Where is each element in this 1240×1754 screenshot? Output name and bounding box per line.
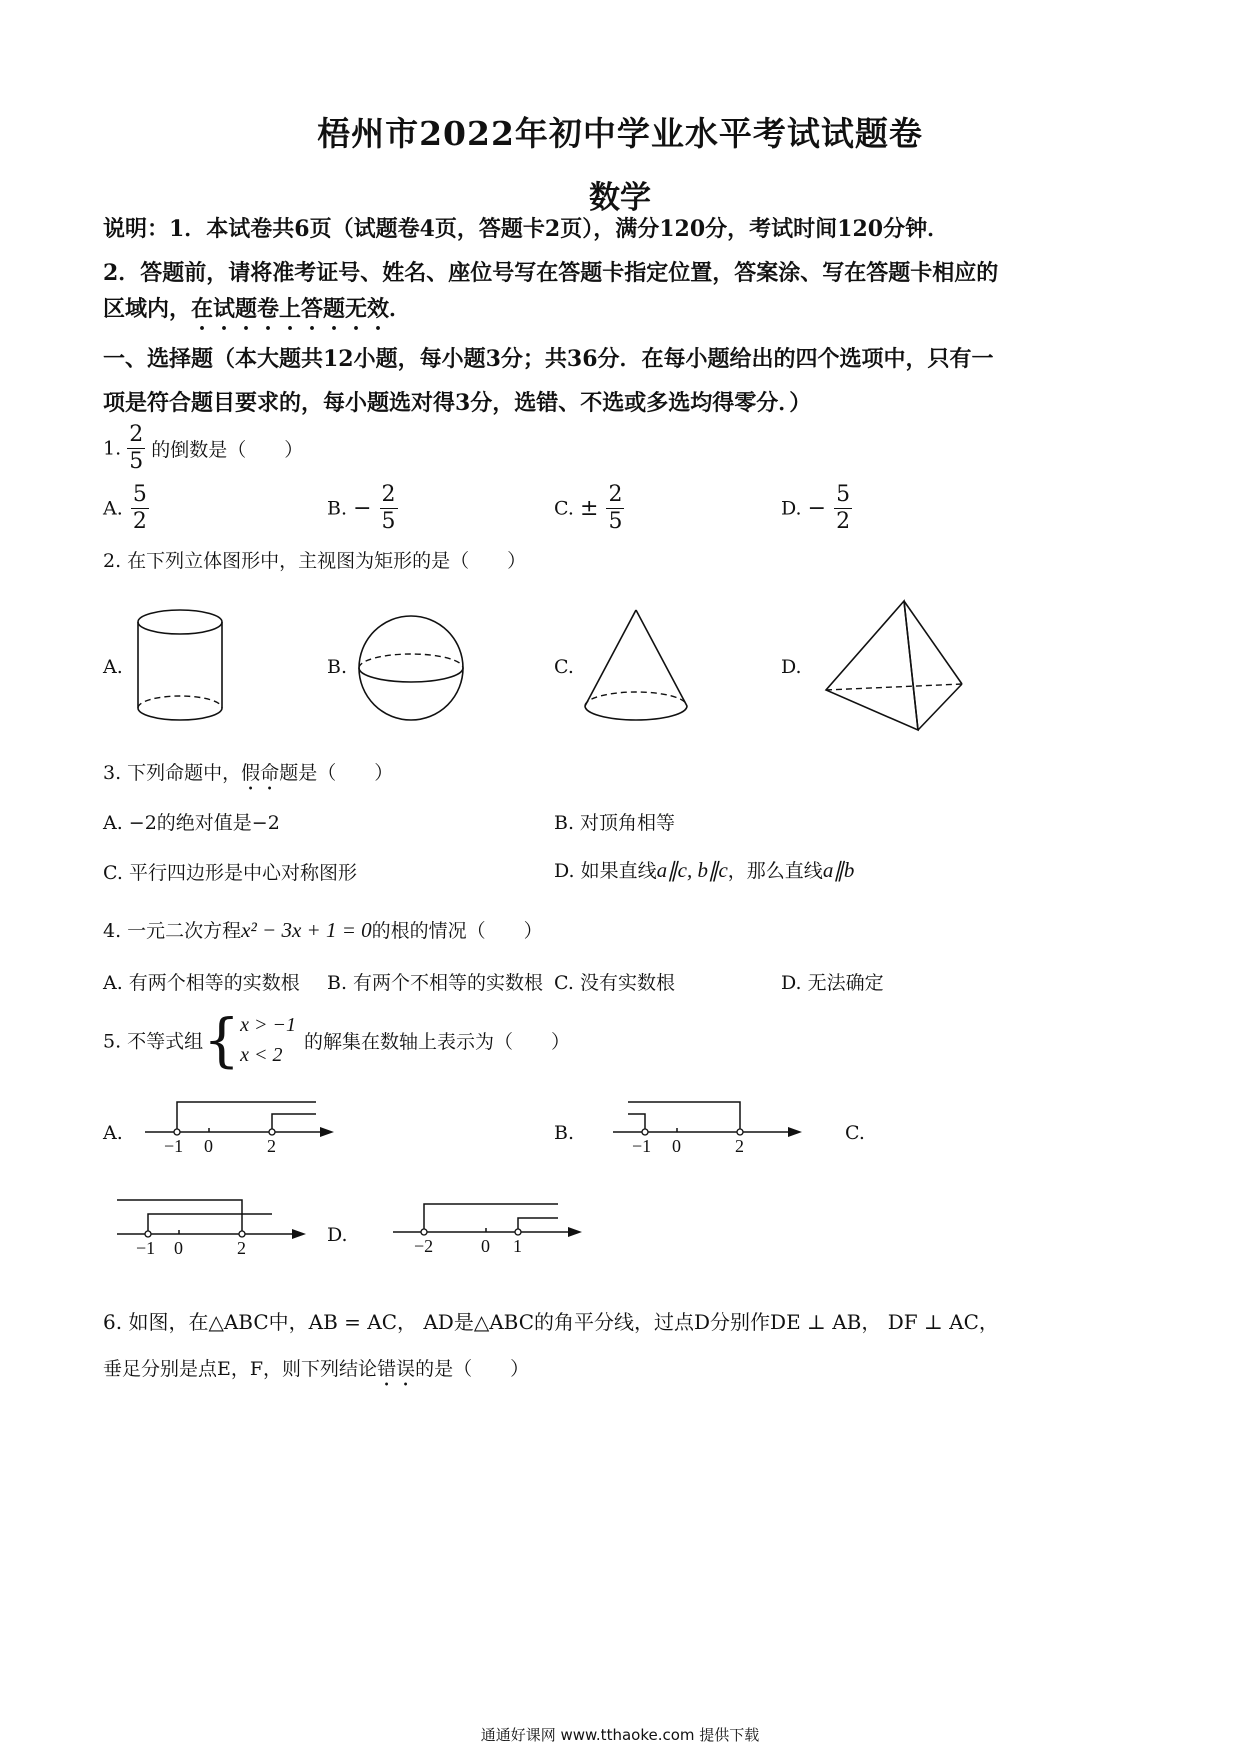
note-line-3-suffix: ． (389, 296, 412, 322)
q5d-tick-neg2: −2 (414, 1236, 434, 1256)
q5-system (240, 1010, 296, 1070)
q5-option-d-label[interactable]: D. (327, 1224, 348, 1246)
question-5 (103, 1006, 570, 1074)
q4-option-b[interactable]: B. 有两个不相等的实数根 (327, 972, 544, 994)
q5-option-a-label[interactable]: A. (103, 1122, 123, 1144)
q1-option-c-num: 2 (608, 482, 623, 507)
q5c-tick-2: 2 (237, 1238, 246, 1258)
q1-frac-den: 5 (129, 449, 144, 474)
q1-option-c-fraction (606, 482, 624, 535)
q1-option-b-fraction (380, 482, 398, 535)
q3-option-d-math: a∥c, b∥c (656, 858, 728, 882)
q3-option-c[interactable]: C. 平行四边形是中心对称图形 (103, 862, 357, 884)
q1-option-c-den: 5 (608, 509, 623, 534)
note-line-1: 说明：1．本试卷共6页（试题卷4页，答题卡2页），满分120分，考试时间120分钟． (103, 216, 950, 242)
q4-option-d[interactable]: D. 无法确定 (781, 972, 884, 994)
q5-number-line-a[interactable] (140, 1094, 340, 1154)
question-2: 2. 在下列立体图形中，主视图为矩形的是（ ） (103, 550, 527, 572)
q1-option-d-num: 5 (836, 482, 851, 507)
q4-equation: x² − 3x + 1 = 0 (241, 918, 372, 942)
q3-option-a[interactable]: A. −2的绝对值是−2 (103, 812, 280, 834)
q5-brace: { (203, 1006, 241, 1074)
q1-number: 1. (103, 437, 122, 460)
q5-number-line-d[interactable] (388, 1192, 588, 1258)
q3-option-b[interactable]: B. 对顶角相等 (554, 812, 676, 834)
question-1 (103, 422, 303, 475)
pyramid-figure[interactable] (820, 596, 968, 736)
q1-text: 的倒数是（ ） (151, 439, 304, 461)
q5-option-c-label[interactable]: C. (845, 1122, 865, 1144)
q1-frac-num: 2 (129, 422, 144, 447)
question-6-line-1: 6. 如图，在△ABC中，AB = AC， AD是△ABC的角平分线，过点D分别作DE ⊥ AB， DF ⊥ AC， (103, 1310, 999, 1334)
q1-option-d[interactable] (781, 482, 852, 535)
q4-option-a[interactable]: A. 有两个相等的实数根 (103, 972, 300, 994)
q1-option-b-sign: − (353, 496, 372, 521)
q2-option-c-label[interactable]: C. (554, 656, 574, 678)
q3-option-d[interactable] (554, 856, 854, 883)
q3-prefix: 3. 下列命题中， (103, 762, 242, 784)
q3-emphasis: 假命 (241, 762, 280, 784)
q5b-tick-0: 0 (672, 1136, 681, 1154)
q1-option-c-label: C. (554, 497, 574, 520)
q1-option-a-num: 5 (132, 482, 147, 507)
q5d-tick-1: 1 (513, 1236, 522, 1256)
q1-option-a[interactable] (103, 482, 149, 535)
q1-fraction (127, 422, 145, 475)
q3-suffix: 题是（ ） (279, 762, 394, 784)
q5a-tick-0: 0 (204, 1136, 213, 1154)
q5-ineq-1: x > −1 (240, 1014, 296, 1036)
q1-option-a-label: A. (103, 497, 123, 520)
q5a-tick-neg1: −1 (164, 1136, 184, 1154)
question-4 (103, 916, 543, 943)
q5c-tick-neg1: −1 (136, 1238, 156, 1258)
q1-option-c[interactable] (554, 482, 624, 535)
q5d-tick-0: 0 (481, 1236, 490, 1256)
section-heading-line-2: 项是符合题目要求的，每小题选对得3分，选错、不选或多选均得零分．） (103, 390, 812, 416)
q1-option-a-fraction (131, 482, 149, 535)
q1-option-d-label: D. (781, 497, 802, 520)
footer-source: 通通好课网 www.tthaoke.com 提供下载 (480, 1726, 760, 1744)
q1-option-b[interactable] (327, 482, 398, 535)
q5b-tick-2: 2 (735, 1136, 744, 1154)
q1-option-d-den: 2 (836, 509, 851, 534)
sphere-figure[interactable] (355, 612, 467, 724)
q1-option-d-sign: − (807, 496, 827, 521)
section-heading-line-1: 一、选择题（本大题共12小题，每小题3分；共36分．在每小题给出的四个选项中，只有一 (103, 346, 994, 372)
note-emphasis: 在试题卷上答题无效 (191, 296, 390, 322)
q1-option-c-sign: ± (579, 496, 599, 521)
q4-suffix: 的根的情况（ ） (371, 920, 543, 942)
q5-option-b-label[interactable]: B. (554, 1122, 575, 1144)
question-3 (103, 758, 393, 795)
q4-prefix: 4. 一元二次方程 (103, 920, 242, 942)
q3-option-d-mid: ，那么直线 (727, 860, 823, 882)
q2-option-b-label[interactable]: B. (327, 656, 348, 678)
note-line-2: 2．答题前，请将准考证号、姓名、座位号写在答题卡指定位置，答案涂、写在答题卡相应的 (103, 260, 999, 286)
cylinder-figure[interactable] (132, 604, 232, 730)
q1-option-b-num: 2 (381, 482, 396, 507)
question-6-line-2 (103, 1354, 529, 1391)
q5a-tick-2: 2 (267, 1136, 276, 1154)
note-line-3-prefix: 区域内， (103, 296, 192, 322)
q5b-tick-neg1: −1 (632, 1136, 652, 1154)
q2-option-a-label[interactable]: A. (103, 656, 123, 678)
q4-option-c[interactable]: C. 没有实数根 (554, 972, 675, 994)
q5-prefix: 5. 不等式组 (103, 1030, 204, 1053)
q6-line2-prefix: 垂足分别是点E，F，则下列结论 (103, 1358, 378, 1380)
q3-option-d-prefix: D. 如果直线 (554, 860, 657, 882)
q5-number-line-b[interactable] (608, 1094, 808, 1154)
cone-figure[interactable] (580, 606, 694, 726)
note-line-3 (103, 292, 411, 335)
q1-option-a-den: 2 (132, 509, 147, 534)
page-title: 梧州市2022年初中学业水平考试试题卷 (317, 114, 923, 153)
q6-emphasis: 错误 (377, 1358, 416, 1380)
q5-number-line-c[interactable] (112, 1192, 312, 1258)
q5c-tick-0: 0 (174, 1238, 183, 1258)
q5-ineq-2: x < 2 (240, 1044, 283, 1066)
q1-option-b-label: B. (327, 497, 348, 520)
q3-option-d-math2: a∥b (822, 858, 855, 882)
q6-line2-suffix: 的是（ ） (415, 1358, 530, 1380)
q5-suffix: 的解集在数轴上表示为（ ） (303, 1030, 570, 1053)
q1-option-d-fraction (834, 482, 852, 535)
subject-title: 数学 (589, 180, 651, 216)
q1-option-b-den: 5 (381, 509, 396, 534)
q2-option-d-label[interactable]: D. (781, 656, 802, 678)
